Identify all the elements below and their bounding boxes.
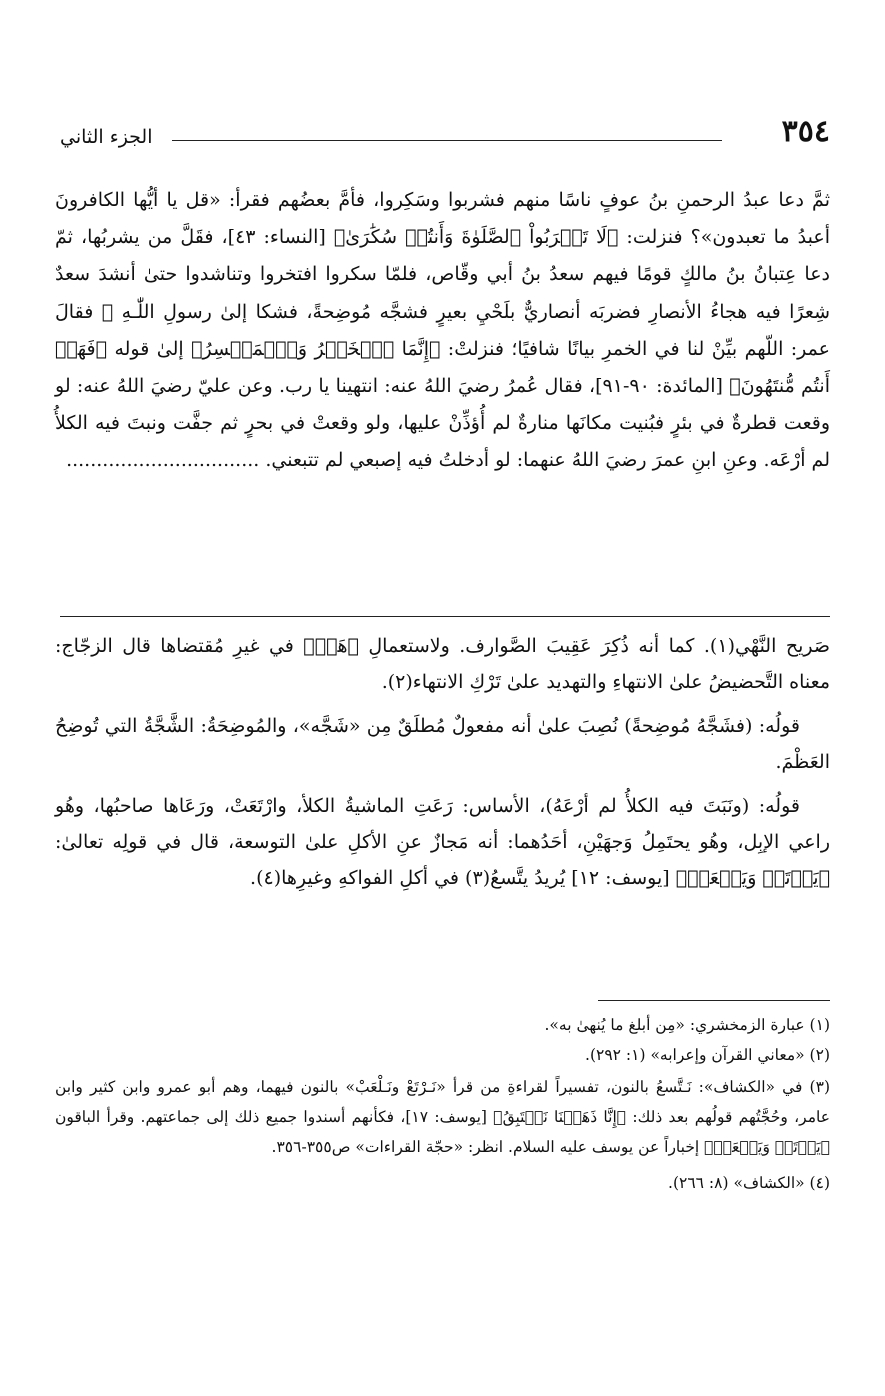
page-header [60, 112, 830, 162]
commentary-paragraph-2: قولُه: (فشَجَّهُ مُوضِحةً) نُصِبَ علىٰ أنه مفعولٌ مُطلَقٌ مِن «شَجَّه»، والمُوضِحَةُ: الشَّجَّةُ التي تُوضِحُ العَظْمَ. [55, 715, 830, 773]
footnotes [55, 1010, 830, 1198]
commentary-paragraph-3: قولُه: (ونَبَتَ فيه الكلأُ لم أرْعَهُ)، الأساس: رَعَتِ الماشيةُ الكلأ، وارْتَعَتْ، ورَعَاها صاحبُها، وهُو راعي الإبِل، وهُو يحتَمِلُ وَجهَيْنِ، أحَدُهما: أنه مَجازٌ عنِ الأكلِ علىٰ التوسعة، قال في قولِه تعالىٰ: ﴿يَرۡتَعۡ وَيَلۡعَبۡ﴾ [يوسف: ١٢] يُريدُ يتَّسعُ(٣) في أكلِ الفواكهِ وغيرِها(٤). [55, 795, 830, 889]
ellipsis-dots: ................................ [66, 449, 260, 472]
footnote-2: (٢) «معاني القرآن وإعرابه» (١: ٢٩٢). [585, 1046, 830, 1064]
main-text [55, 182, 830, 480]
main-paragraph [55, 182, 830, 480]
running-head: الجزء الثاني [60, 126, 153, 148]
commentary-paragraph-1: صَريح النَّهْي(١). كما أنه ذُكِرَ عَقِيبَ الصَّوارف. ولاستعمالِ ﴿هَلۡ﴾ في غيرِ مُقتضاها قال الزجّاج: معناه التَّحضيضُ علىٰ الانتهاءِ والتهديد علىٰ تَرْكِ الانتهاء(٢). [55, 635, 830, 693]
main-text-divider [60, 616, 830, 617]
footnote-3: (٣) في «الكشاف»: نَـتَّسعُ بالنون، تفسيراً لقراءةِ من قرأ «نَـرْتَعْ ونَـلْعَبْ» بالنون فيهما، وهم أبو عمرو وابن كثير وابن عامر، وحُجَّتُهم قولُهم بعد ذلك: ﴿إِنَّا ذَهَبۡنَا نَسۡتَبِقُ﴾ [يوسف: ١٧]، فكأنهم أسندوا جميع ذلك إلى جماعتهم. وقرأ الباقون ﴿يَرۡتَعۡ وَيَلۡعَبۡ﴾ إخباراً عن يوسف عليه السلام. انظر: «حجّة القراءات» ص٣٥٥-٣٥٦. [55, 1078, 830, 1156]
main-paragraph-text: ثمَّ دعا عبدُ الرحمنِ بنُ عوفٍ ناسًا منهم فشربوا وسَكِروا، فأمَّ بعضُهم فقرأ: «قل يا أيُّها الكافرونَ أعبدُ ما تعبدون»؟ فنزلت: ﴿لَا تَقۡرَبُواْ ٱلصَّلَوٰةَ وَأَنتُمۡ سُكَٰرَىٰ﴾ [النساء: ٤٣]، فقَلَّ من يشربُها، ثمّ دعا عِتبانُ بنُ مالكٍ قومًا فيهم سعدُ بنُ أبي وقّاص، فلمّا سكروا افتخروا وتناشدوا حتىٰ أنشدَ سعدٌ شِعرًا فيه هجاءُ الأنصارِ فضربَه أنصاريٌّ بلَحْيِ بعيرٍ فشجَّه مُوضِحةً، فشكا إلىٰ رسولِ اللّٰـهِ ﷺ فقالَ عمر: اللّهم بيِّنْ لنا في الخمرِ بيانًا شافيًا؛ فنزلتْ: ﴿إِنَّمَا ٱلۡخَمۡرُ وَٱلۡمَيۡسِرُ﴾ إلىٰ قوله ﴿فَهَلۡ أَنتُم مُّنتَهُونَ﴾ [المائدة: ٩٠-٩١]، فقال عُمرُ رضيَ اللهُ عنه: انتهينا يا رب. وعن عليّ رضيَ اللهُ عنه: لو وقعت قطرةٌ في بئرٍ فبُنيت مكانَها منارةٌ لم أُؤذِّنْ عليها، ولو وقعتْ في بحرٍ ثم جفَّت ونبتَ فيه الكلأُ لم أرْعَه. وعنِ ابنِ عمرَ رضيَ اللهُ عنهما: لو أدخلتُ فيه إصبعي لم تتبعني. [55, 189, 830, 472]
page-number: ٣٥٤ [781, 114, 830, 149]
footnote-4: (٤) «الكشاف» (٨: ٢٦٦). [668, 1174, 830, 1192]
footnote-rule [598, 1000, 830, 1001]
header-rule [172, 140, 722, 141]
footnote-1: (١) عبارة الزمخشري: «مِن أبلغ ما يُنهىٰ به». [544, 1016, 830, 1034]
commentary [55, 628, 830, 896]
